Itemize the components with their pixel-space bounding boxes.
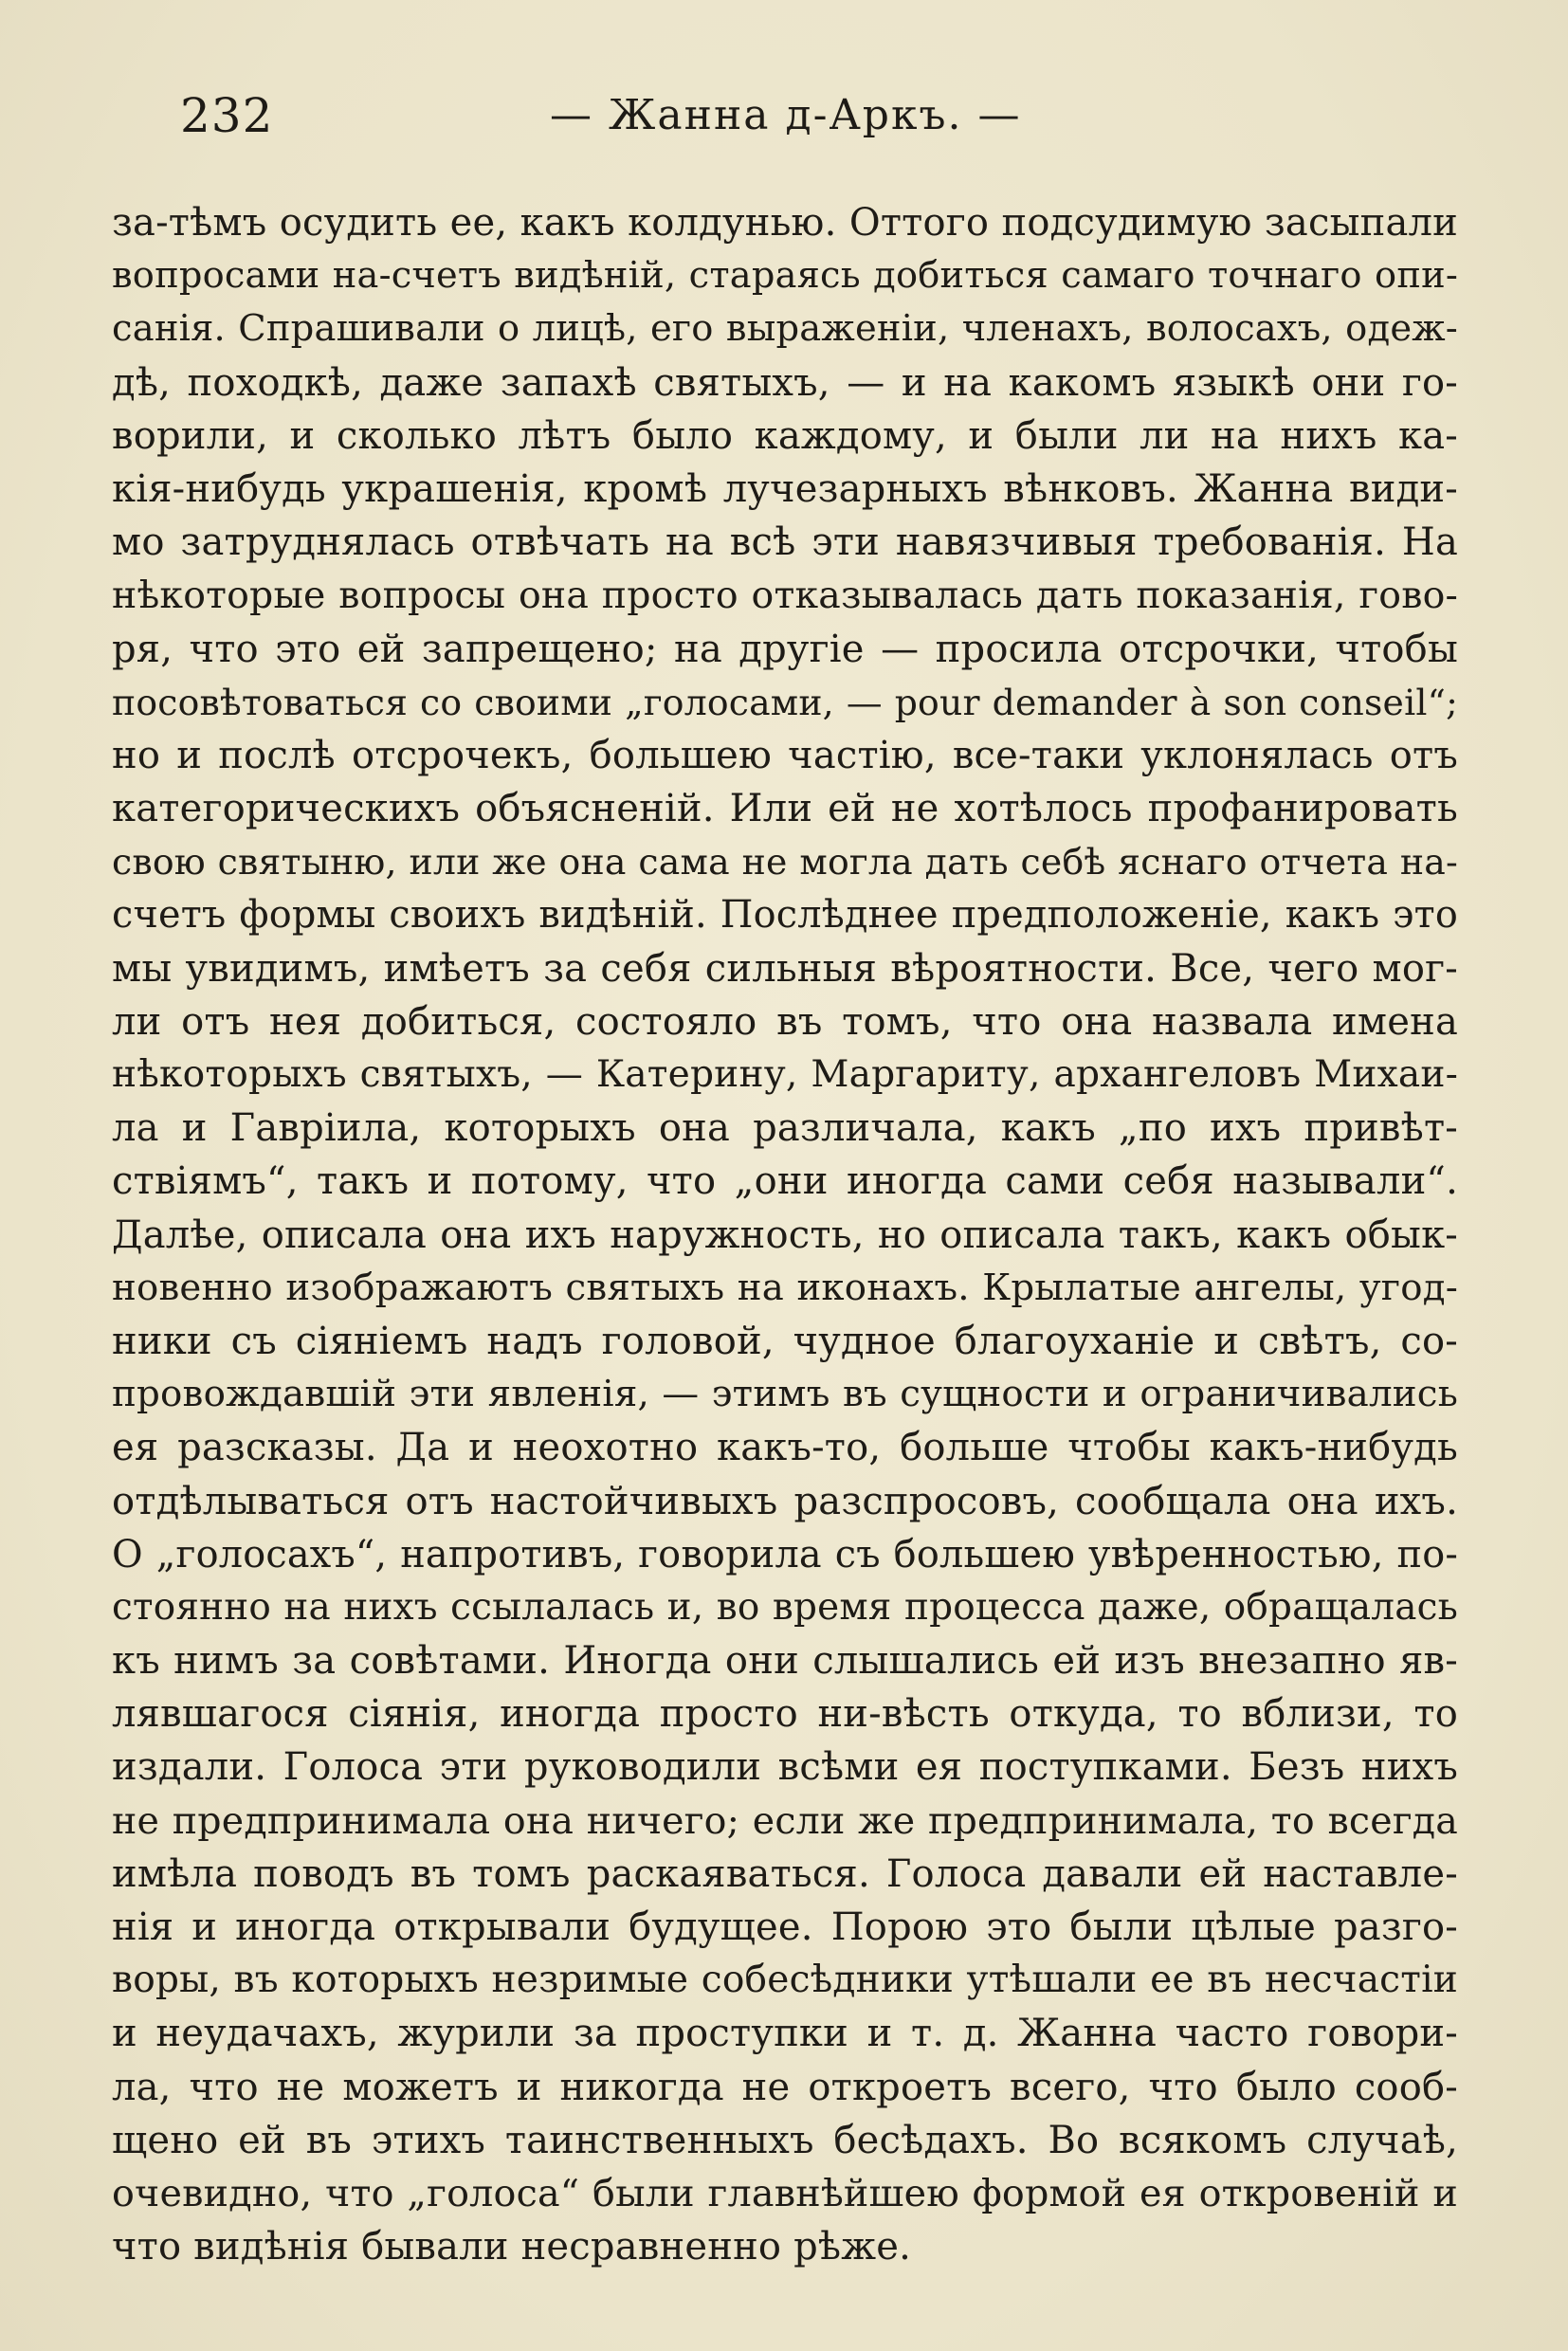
text-line: ла и Гавріила, которыхъ она различала, какъ „по ихъ привѣт- [112,1106,1458,1151]
text-line: лявшагося сіянія, иногда просто ни-вѣсть откуда, то вблизи, то [112,1692,1458,1737]
text-line: ря, что это ей запрещено; на другіе — просила отсрочки, чтобы [112,627,1458,671]
text-line: мо затруднялась отвѣчать на всѣ эти навязчивыя требованія. На [112,520,1458,565]
text-line: мы увидимъ, имѣетъ за себя сильныя вѣроятности. Все, чего мог- [112,946,1458,991]
text-line: новенно изображаютъ святыхъ на иконахъ. Крылатые ангелы, угод- [112,1266,1458,1309]
text-line: ники съ сіяніемъ надъ головой, чудное благоуханіе и свѣтъ, со- [112,1319,1458,1363]
text-line: къ нимъ за совѣтами. Иногда они слышались ей изъ внезапно яв- [112,1639,1458,1684]
running-title: — Жанна д-Аркъ. — [550,91,1022,139]
text-line: провождавшій эти явленія, — этимъ въ сущности и ограничивались [112,1373,1458,1416]
text-line: что видѣнія бывали несравненно рѣже. [112,2225,912,2269]
text-line: вопросами на-счетъ видѣній, стараясь добиться самаго точнаго опи- [112,254,1458,298]
text-line: ли отъ нея добиться, состояло въ томъ, что она назвала имена [112,999,1458,1044]
text-line: Далѣе, описала она ихъ наружность, но описала такъ, какъ обык- [112,1212,1458,1257]
text-line: ворили, и сколько лѣтъ было каждому, и были ли на нихъ ка- [112,413,1458,458]
page-header [180,87,1450,144]
text-line: не предпринимала она ничего; если же предпринимала, то всегда [112,1798,1458,1843]
text-line: свою святыню, или же она сама не могла дать себѣ яснаго отчета на- [112,841,1458,884]
text-line: ствіямъ“, такъ и потому, что „они иногда сами себя называли“. [112,1159,1458,1204]
text-line: санія. Спрашивали о лицѣ, его выраженіи, членахъ, волосахъ, одеж- [112,307,1458,351]
text-line: кія-нибудь украшенія, кромѣ лучезарныхъ вѣнковъ. Жанна види- [112,466,1458,511]
text-line: дѣ, походкѣ, даже запахѣ святыхъ, — и на какомъ языкѣ они го- [112,360,1458,405]
text-line: категорическихъ объясненій. Или ей не хотѣлось профанировать [112,787,1458,831]
text-line: имѣла поводъ въ томъ раскаяваться. Голоса давали ей наставле- [112,1851,1458,1896]
text-line: издали. Голоса эти руководили всѣми ея поступками. Безъ нихъ [112,1745,1458,1790]
text-line: ла, что не можетъ и никогда не откроетъ всего, что было сооб- [112,2065,1458,2109]
text-line: за-тѣмъ осудить ее, какъ колдунью. Оттого подсудимую засыпали [112,201,1458,245]
text-line: и неудачахъ, журили за проступки и т. д. Жанна часто говори- [112,2012,1458,2056]
text-line: счетъ формы своихъ видѣній. Послѣднее предположеніе, какъ это [112,893,1458,938]
text-line: нѣкоторыхъ святыхъ, — Катерину, Маргариту, архангеловъ Михаи- [112,1053,1458,1096]
text-line: воры, въ которыхъ незримые собесѣдники утѣшали ее въ несчастіи [112,1959,1458,2002]
text-line: стоянно на нихъ ссылалась и, во время процесса даже, обращалась [112,1585,1458,1629]
text-line: О „голосахъ“, напротивъ, говорила съ большею увѣренностью, по- [112,1532,1458,1576]
text-line: нѣкоторые вопросы она просто отказывалась дать показанія, гово- [112,574,1458,618]
page-number: 232 [180,88,274,143]
text-line: но и послѣ отсрочекъ, большею частію, все-таки уклонялась отъ [112,733,1458,777]
text-line: нія и иногда открывали будущее. Порою это были цѣлые разго- [112,1905,1458,1949]
text-line: очевидно, что „голоса“ были главнѣйшею формой ея откровеній и [112,2171,1458,2215]
text-line: посовѣтоваться со своими „голосами, — pour demander à son conseil“; [112,681,1458,723]
body-text [112,196,1458,2273]
text-line: щено ей въ этихъ таинственныхъ бесѣдахъ. Во всякомъ случаѣ, [112,2118,1458,2162]
text-line: отдѣлываться отъ настойчивыхъ разспросовъ, сообщала она ихъ. [112,1479,1458,1523]
text-line: ея разсказы. Да и неохотно какъ-то, больше чтобы какъ-нибудь [112,1426,1458,1470]
